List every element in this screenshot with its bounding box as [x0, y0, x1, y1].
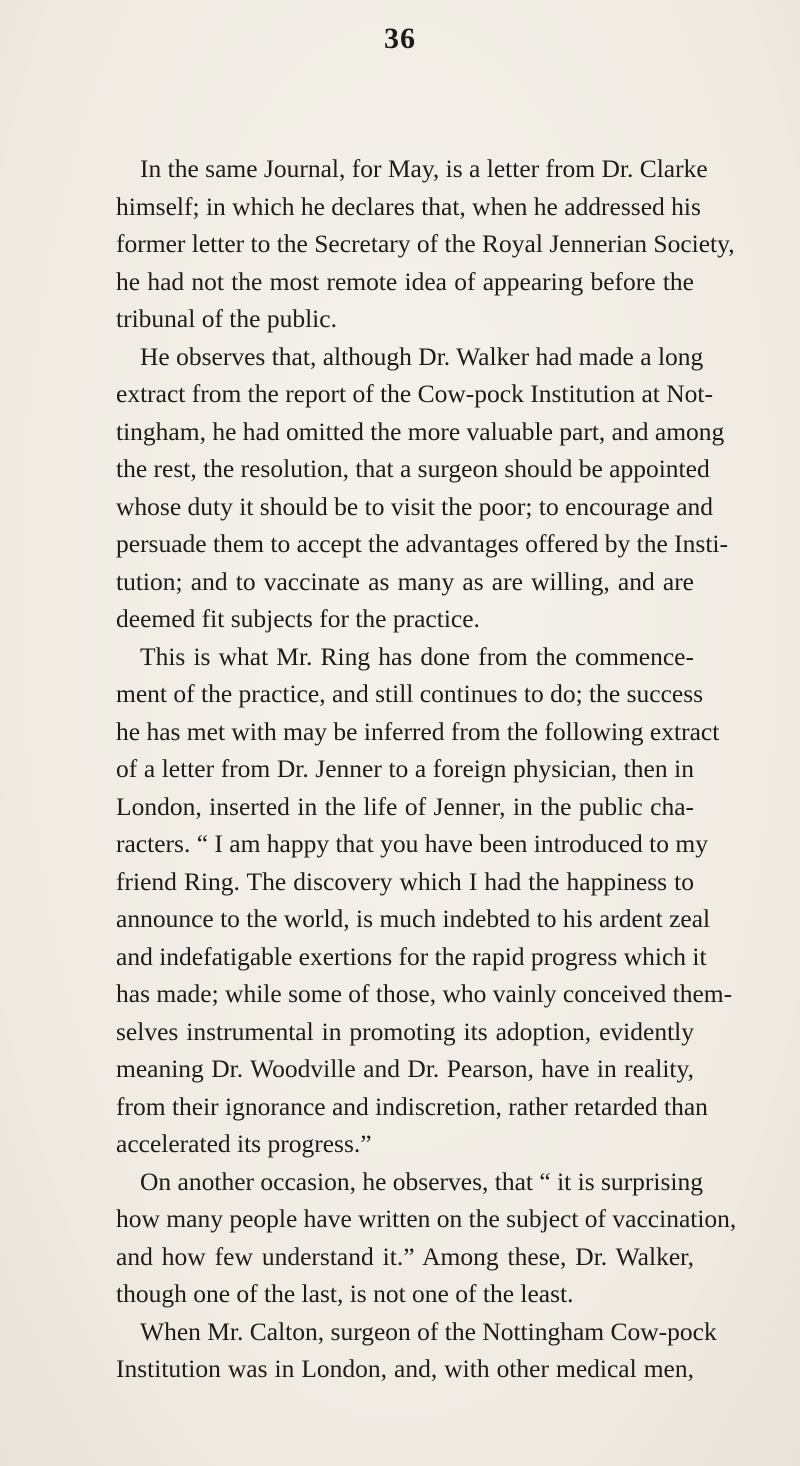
- text-line: racters. “ I am happy that you have been introduced to my: [116, 829, 708, 858]
- text-line: and how few understand it.” Among these, Dr. Walker,: [116, 1241, 694, 1271]
- text-line: extract from the report of the Cow-pock Institution at Not-: [116, 379, 713, 408]
- text-line: When Mr. Calton, surgeon of the Nottingham Cow-pock: [140, 1316, 717, 1346]
- text-line: tution; and to vaccinate as many as are willing, and are: [116, 566, 694, 596]
- text-line: On another occasion, he observes, that “ it is surprising: [140, 1166, 703, 1196]
- text-line: accelerated its progress.”: [116, 1129, 372, 1158]
- text-line: selves instrumental in promoting its adoption, evidently: [116, 1016, 694, 1046]
- text-line: he had not the most remote idea of appearing before the: [116, 266, 694, 296]
- text-line: tribunal of the public.: [116, 304, 337, 333]
- text-line: has made; while some of those, who vainly conceived them-: [116, 979, 733, 1008]
- text-line: the rest, the resolution, that a surgeon should be appointed: [116, 454, 710, 483]
- text-line: This is what Mr. Ring has done from the commence-: [140, 641, 694, 671]
- text-line: though one of the last, is not one of the least.: [116, 1279, 574, 1308]
- text-line: He observes that, although Dr. Walker had made a long: [140, 341, 704, 371]
- text-line: friend Ring. The discovery which I had the happiness to: [116, 866, 694, 896]
- text-line: ment of the practice, and still continues to do; the success: [116, 679, 704, 708]
- text-line: whose duty it should be to visit the poor; to encourage and: [116, 491, 714, 521]
- text-line: and indefatigable exertions for the rapid progress which it: [116, 941, 707, 971]
- text-line: meaning Dr. Woodville and Dr. Pearson, have in reality,: [116, 1054, 694, 1083]
- text-line: himself; in which he declares that, when he addressed his: [116, 191, 701, 221]
- text-line: former letter to the Secretary of the Royal Jennerian Society,: [116, 229, 735, 258]
- text-line: announce to the world, is much indebted to his ardent zeal: [116, 904, 711, 933]
- body-text: [116, 150, 737, 1388]
- text-line: London, inserted in the life of Jenner, in the public cha-: [116, 791, 694, 821]
- page-number: 36: [384, 22, 416, 55]
- text-line: he has met with may be inferred from the following extract: [116, 716, 720, 746]
- text-line: tingham, he had omitted the more valuable part, and among: [116, 416, 725, 446]
- text-line: deemed fit subjects for the practice.: [116, 604, 480, 633]
- text-line: In the same Journal, for May, is a letter from Dr. Clarke: [140, 154, 708, 183]
- text-line: of a letter from Dr. Jenner to a foreign physician, then in: [116, 754, 694, 783]
- text-line: how many people have written on the subject of vaccination,: [116, 1204, 737, 1233]
- text-line: persuade them to accept the advantages offered by the Insti-: [116, 529, 728, 558]
- text-line: from their ignorance and indiscretion, rather retarded than: [116, 1091, 708, 1121]
- text-line: Institution was in London, and, with other medical men,: [116, 1354, 694, 1383]
